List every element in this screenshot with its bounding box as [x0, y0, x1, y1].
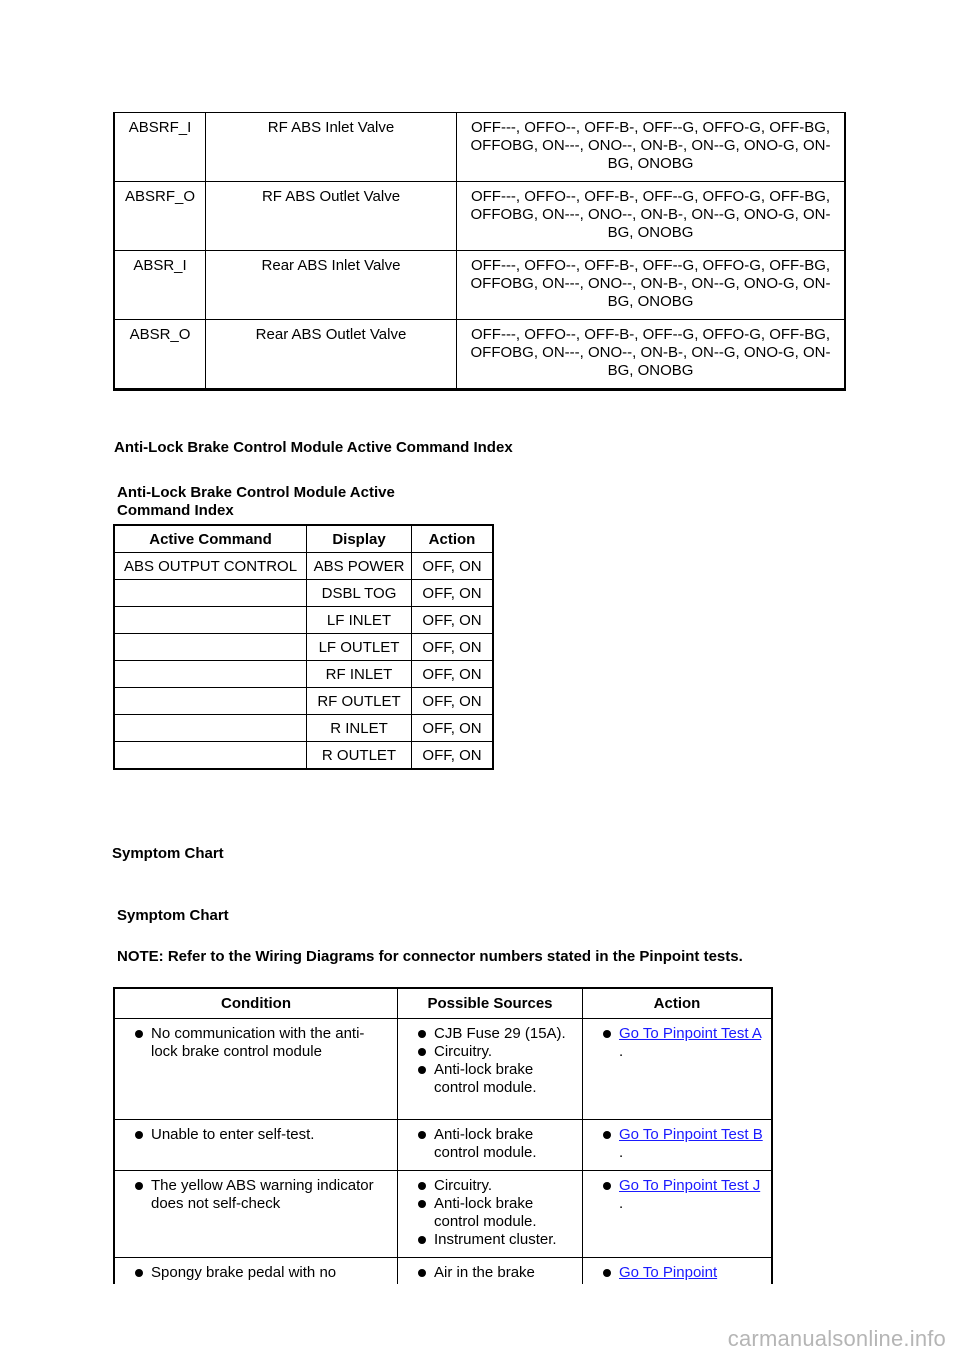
sources-cell: [398, 1019, 583, 1120]
bullet-icon: [135, 1269, 143, 1277]
table-row: [114, 182, 845, 251]
source-text: Circuitry.: [434, 1177, 493, 1194]
pid-values: OFF---, OFFO--, OFF-B-, OFF--G, OFFO-G, OFF-BG, OFFOBG, ON---, ONO--, ON-B-, ON--G, ONO-G, ON-BG, ONOBG: [457, 320, 846, 390]
action-cell: OFF, ON: [412, 553, 494, 580]
condition-text: No communication with the anti-lock brake control module: [151, 1025, 365, 1060]
table-row: [114, 1019, 772, 1120]
list-item: [404, 1126, 576, 1162]
table-row: [114, 580, 493, 607]
column-header: Action: [412, 525, 494, 553]
condition-text: The yellow ABS warning indicator does not self-check: [151, 1177, 374, 1212]
condition-text: Spongy brake pedal with no: [151, 1264, 337, 1281]
list-item: [404, 1025, 576, 1043]
bullet-icon: [135, 1182, 143, 1190]
table-row: [114, 113, 845, 182]
action-suffix: .: [619, 1144, 624, 1161]
list-item: [121, 1025, 391, 1061]
bullet-icon: [418, 1048, 426, 1056]
command-cell: ABS OUTPUT CONTROL: [114, 553, 307, 580]
column-header: Action: [583, 988, 773, 1019]
list-item: [121, 1126, 391, 1144]
table-header-row: [114, 525, 493, 553]
condition-cell: [114, 1019, 398, 1120]
sources-cell: [398, 1120, 583, 1171]
action-cell: OFF, ON: [412, 688, 494, 715]
table-row: [114, 553, 493, 580]
pid-values: OFF---, OFFO--, OFF-B-, OFF--G, OFFO-G, OFF-BG, OFFOBG, ON---, ONO--, ON-B-, ON--G, ONO-G, ON-BG, ONOBG: [457, 182, 846, 251]
table-row: [114, 1171, 772, 1258]
action-cell: OFF, ON: [412, 607, 494, 634]
action-cell: [583, 1258, 773, 1285]
list-item: [404, 1195, 576, 1231]
pid-values: OFF---, OFFO--, OFF-B-, OFF--G, OFFO-G, OFF-BG, OFFOBG, ON---, ONO--, ON-B-, ON--G, ONO-G, ON-BG, ONOBG: [457, 251, 846, 320]
pinpoint-test-link[interactable]: Go To Pinpoint: [619, 1264, 718, 1281]
display-cell: LF INLET: [307, 607, 412, 634]
symptom-table: [113, 987, 773, 1284]
column-header: Possible Sources: [398, 988, 583, 1019]
list-item: [404, 1231, 576, 1249]
pid-table: [113, 112, 846, 391]
pid-name: ABSR_I: [114, 251, 206, 320]
bullet-icon: [418, 1030, 426, 1038]
watermark: carmanualsonline.info: [727, 1326, 946, 1351]
display-cell: R INLET: [307, 715, 412, 742]
pid-name: ABSRF_I: [114, 113, 206, 182]
table-row: [114, 634, 493, 661]
table-row: [114, 607, 493, 634]
action-cell: [583, 1019, 773, 1120]
action-cell: OFF, ON: [412, 580, 494, 607]
table-row: [114, 1258, 772, 1285]
action-cell: OFF, ON: [412, 661, 494, 688]
action-cell: OFF, ON: [412, 715, 494, 742]
bullet-icon: [418, 1131, 426, 1139]
bullet-icon: [603, 1269, 611, 1277]
bullet-icon: [418, 1200, 426, 1208]
list-item: [589, 1177, 765, 1213]
table-row: [114, 715, 493, 742]
display-cell: RF OUTLET: [307, 688, 412, 715]
pid-values: OFF---, OFFO--, OFF-B-, OFF--G, OFFO-G, OFF-BG, OFFOBG, ON---, ONO--, ON-B-, ON--G, ONO-G, ON-BG, ONOBG: [457, 113, 846, 182]
bullet-icon: [135, 1030, 143, 1038]
action-cell: OFF, ON: [412, 634, 494, 661]
active-command-heading: Anti-Lock Brake Control Module Active Command Index: [114, 439, 513, 456]
pinpoint-test-b-link[interactable]: Go To Pinpoint Test B: [619, 1126, 763, 1143]
list-item: [404, 1264, 576, 1282]
sources-cell: [398, 1171, 583, 1258]
active-command-caption: Anti-Lock Brake Control Module Active Command Index: [117, 484, 395, 519]
display-cell: RF INLET: [307, 661, 412, 688]
bullet-icon: [603, 1182, 611, 1190]
table-row: [114, 661, 493, 688]
bullet-icon: [418, 1236, 426, 1244]
sources-cell: [398, 1258, 583, 1285]
display-cell: LF OUTLET: [307, 634, 412, 661]
bullet-icon: [418, 1066, 426, 1074]
list-item: [589, 1025, 765, 1061]
condition-text: Unable to enter self-test.: [151, 1126, 315, 1143]
bullet-icon: [603, 1131, 611, 1139]
display-cell: DSBL TOG: [307, 580, 412, 607]
action-cell: OFF, ON: [412, 742, 494, 770]
condition-cell: [114, 1258, 398, 1285]
condition-cell: [114, 1120, 398, 1171]
command-cell: [114, 607, 307, 634]
source-text: Instrument cluster.: [434, 1231, 557, 1248]
list-item: [589, 1264, 765, 1282]
list-item: [121, 1264, 391, 1282]
command-cell: [114, 580, 307, 607]
action-suffix: .: [619, 1043, 624, 1060]
display-cell: R OUTLET: [307, 742, 412, 770]
source-text: Anti-lock brake control module.: [434, 1195, 537, 1230]
column-header: Display: [307, 525, 412, 553]
command-cell: [114, 742, 307, 770]
condition-cell: [114, 1171, 398, 1258]
pid-description: RF ABS Inlet Valve: [206, 113, 457, 182]
command-cell: [114, 688, 307, 715]
table-row: [114, 688, 493, 715]
symptom-chart-caption: Symptom Chart: [117, 907, 229, 924]
source-text: Anti-lock brake control module.: [434, 1061, 537, 1096]
pid-description: RF ABS Outlet Valve: [206, 182, 457, 251]
action-cell: [583, 1120, 773, 1171]
bullet-icon: [135, 1131, 143, 1139]
column-header: Active Command: [114, 525, 307, 553]
command-cell: [114, 634, 307, 661]
list-item: [121, 1177, 391, 1213]
table-row: [114, 251, 845, 320]
pid-description: Rear ABS Inlet Valve: [206, 251, 457, 320]
action-cell: [583, 1171, 773, 1258]
symptom-chart-heading: Symptom Chart: [112, 845, 224, 862]
table-header-row: [114, 988, 772, 1019]
pid-description: Rear ABS Outlet Valve: [206, 320, 457, 390]
source-text: CJB Fuse 29 (15A).: [434, 1025, 566, 1042]
source-text: Air in the brake: [434, 1264, 535, 1281]
table-row: [114, 742, 493, 770]
active-command-table: [113, 524, 494, 770]
symptom-chart-note: NOTE: Refer to the Wiring Diagrams for connector numbers stated in the Pinpoint tests.: [117, 948, 743, 965]
source-text: Anti-lock brake control module.: [434, 1126, 537, 1161]
command-cell: [114, 715, 307, 742]
list-item: [404, 1043, 576, 1061]
pinpoint-test-j-link[interactable]: Go To Pinpoint Test J: [619, 1177, 761, 1194]
pid-name: ABSR_O: [114, 320, 206, 390]
source-text: Circuitry.: [434, 1043, 493, 1060]
list-item: [404, 1061, 576, 1097]
table-row: [114, 320, 845, 390]
bullet-icon: [418, 1182, 426, 1190]
pinpoint-test-a-link[interactable]: Go To Pinpoint Test A: [619, 1025, 762, 1042]
display-cell: ABS POWER: [307, 553, 412, 580]
action-suffix: .: [619, 1195, 624, 1212]
pid-name: ABSRF_O: [114, 182, 206, 251]
table-row: [114, 1120, 772, 1171]
bullet-icon: [603, 1030, 611, 1038]
list-item: [589, 1126, 765, 1162]
command-cell: [114, 661, 307, 688]
column-header: Condition: [114, 988, 398, 1019]
list-item: [404, 1177, 576, 1195]
bullet-icon: [418, 1269, 426, 1277]
